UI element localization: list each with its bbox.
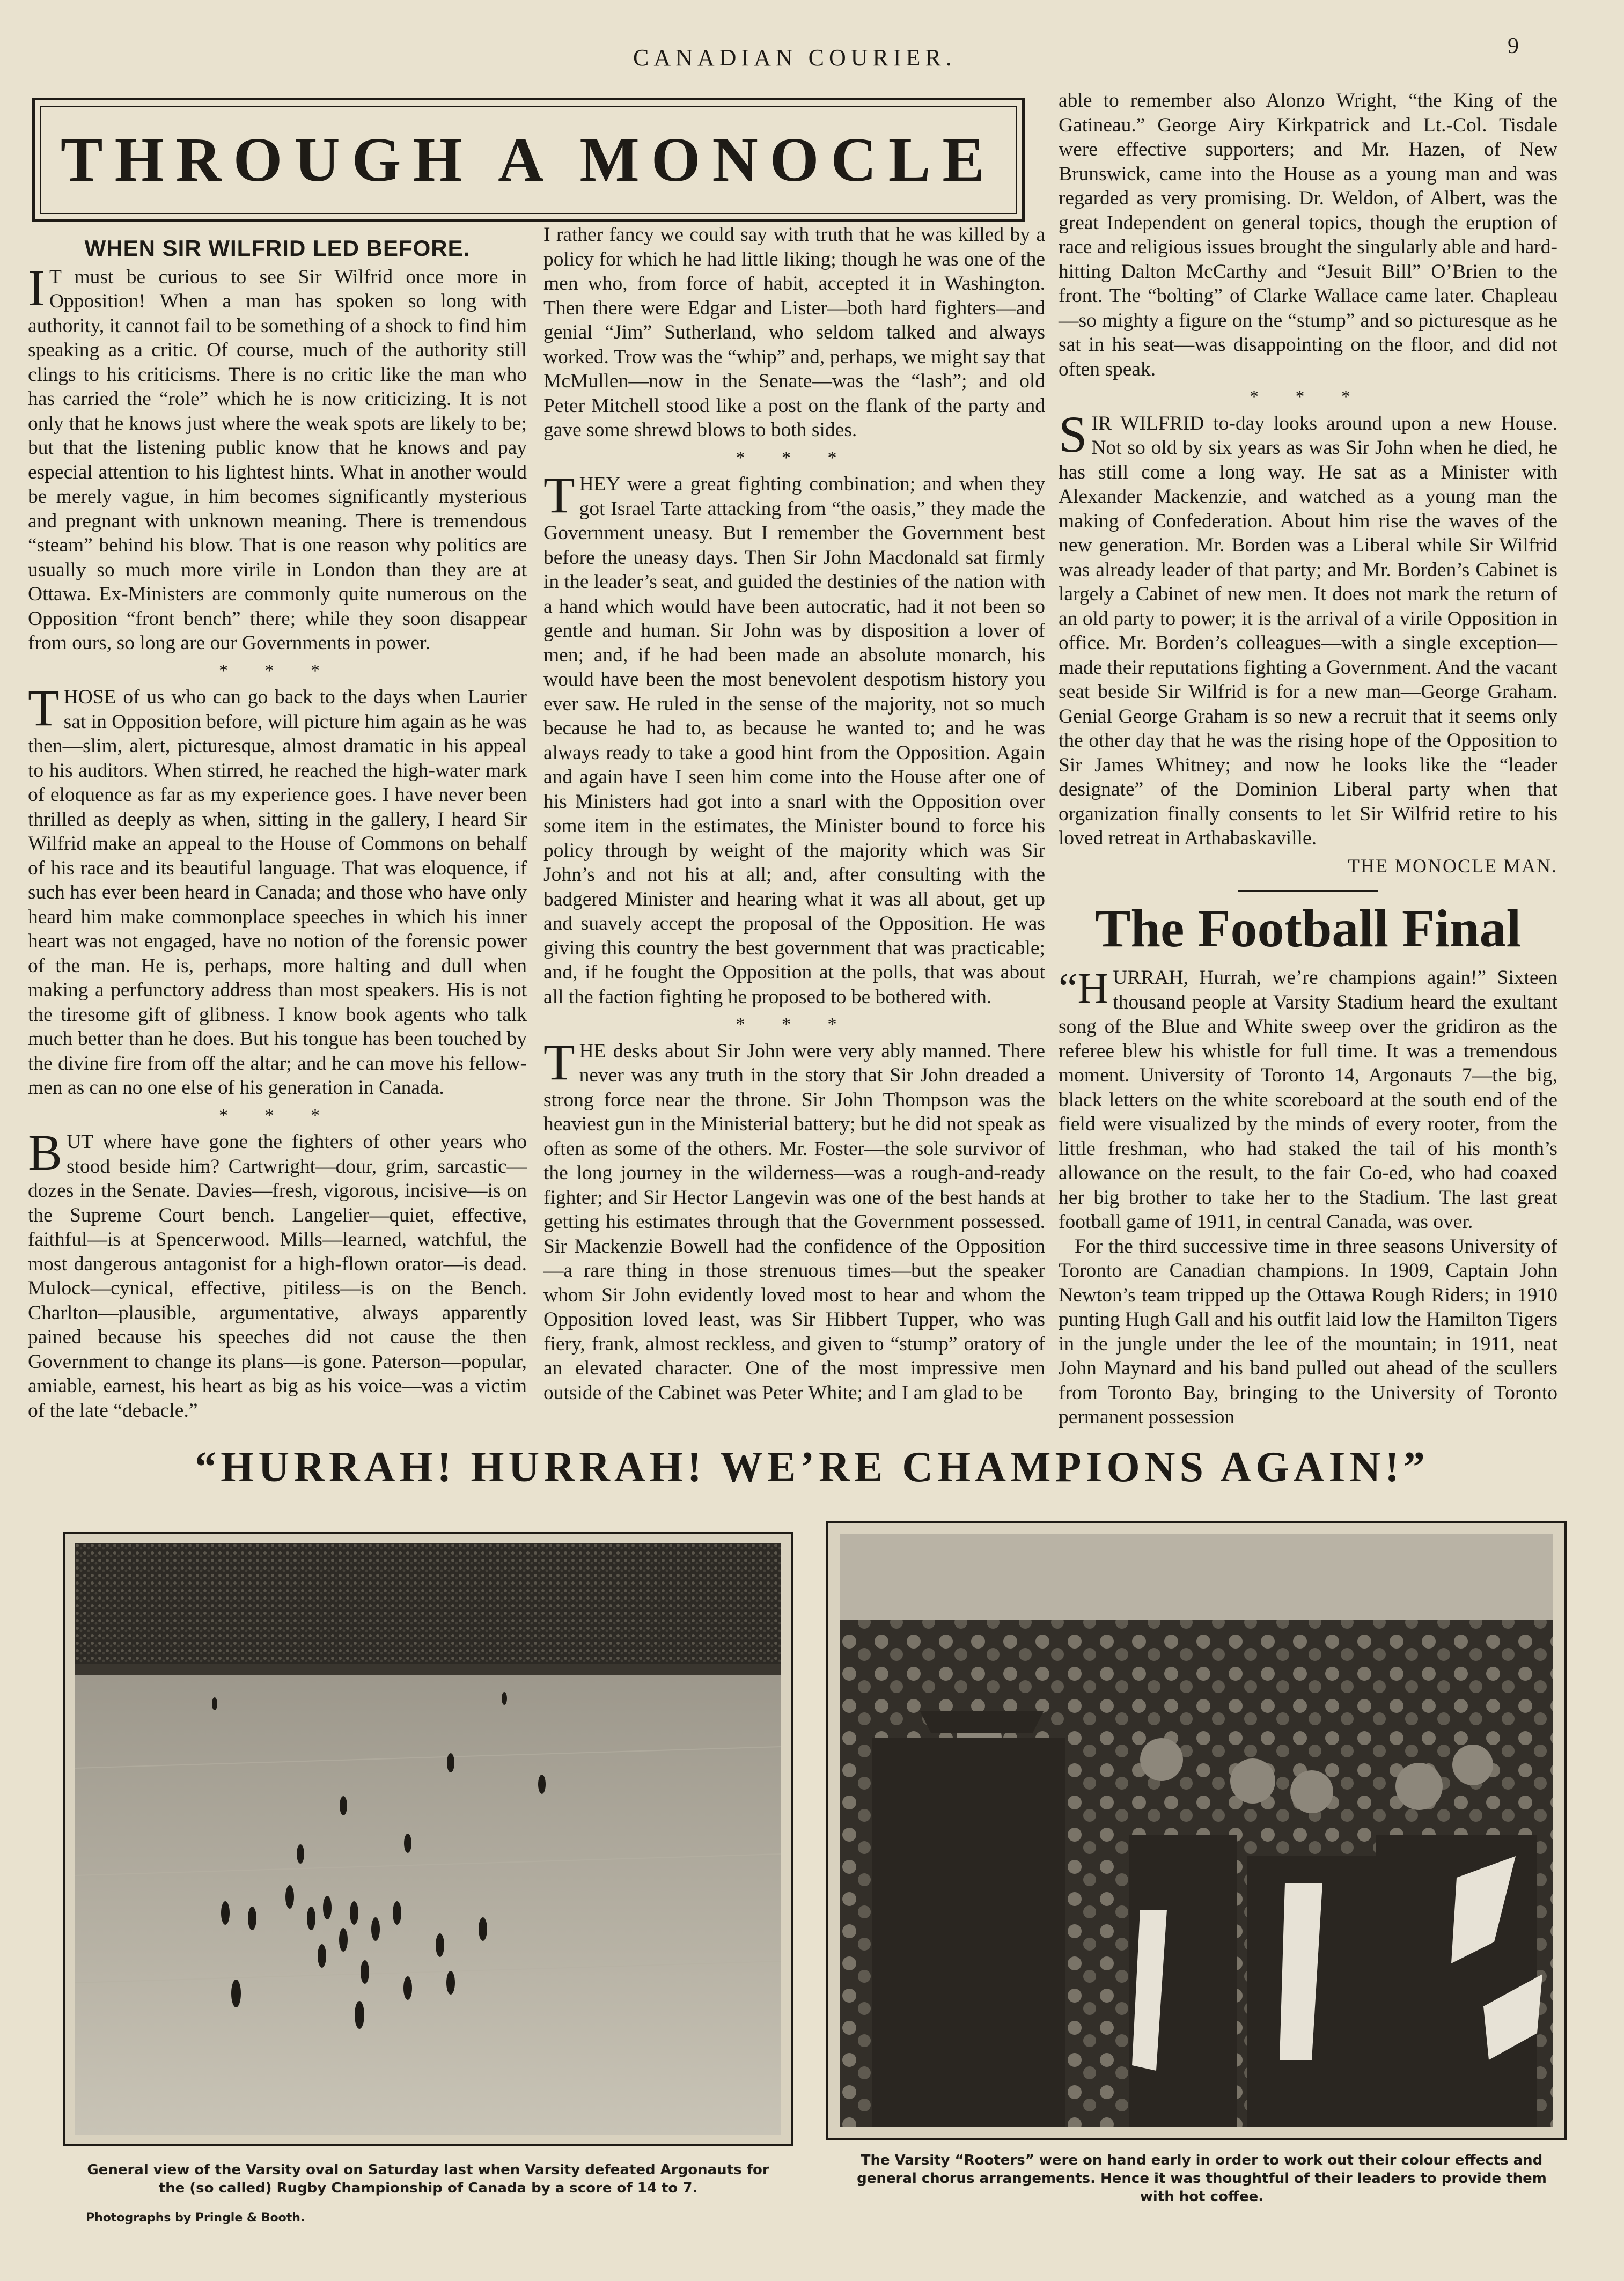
paragraph: I rather fancy we could say with truth that he was killed by a policy for which he had little liking; though he was one of the men who, from force of habit, accepted it in Washington. Then there were Edgar and Lister—both hard fighters—and genial “Jim” Sutherland, who seldom talked and always worked. Trow was the “whip” and, perhaps, we might say that McMullen—now in the Senate—was the “lash”; and old Peter Mitchell stood like a post on the flank of the party and gave some shrewd blows to both sides. bbox=[543, 224, 1045, 441]
drop-cap: T bbox=[28, 679, 60, 737]
paragraph: For the third successive time in three seasons University of Toronto are Canadian champions. In 1909, Captain John Newton’s team tripped up the Ottawa Rough Riders; in 1910 punting Hugh Gall and his outfit laid low the Hamilton Tigers in the jungle under the lee of the mountain; in 1911, neat John Maynard and his band pulled out ahead of the scullers from Toronto Bay, bringing to the University of Toronto permanent possession bbox=[1059, 1235, 1557, 1428]
subhead: WHEN SIR WILFRID LED BEFORE. bbox=[84, 236, 471, 261]
rooters-photo bbox=[840, 1534, 1553, 2127]
article-title: THROUGH A MONOCLE bbox=[40, 106, 1017, 214]
paragraph-text: HEY were a great fighting combination; and when they got Israel Tarte attacking from “the oasis,” they made the Government uneasy. But I remember the Government best before the uneasy days. Then Sir John Macdonald sat firmly in the leader’s seat, and guided the destinies of the nation with a hand which would have been autocratic, had it not been so gentle and human. Sir John was by disposition a lover of men; and, if he had been made an absolute monarch, his would have been the most benevolent despotism history you ever saw. He ruled in the sense of the majority, not so much because he had to, as because he wanted to; and he was always ready to take a good hint from the Opposition. Again and again have I seen him come into the House after one of his Ministers had got into a snarl with the Opposition over some item in the estimates, the Minister bound to force his policy through by weight of the majority which was Sir John’s and not his at all; and, after consulting with the badgered Minister and hearing what it was all about, get up and suavely accept the proposal of the Opposition. He was giving this country the best government that was practicable; and, if he fought the Opposition at the polls, that was about all the faction fighting he proposed to be bothered with. bbox=[543, 473, 1045, 1008]
column-3 bbox=[1059, 89, 1557, 1430]
column-1 bbox=[28, 236, 527, 1423]
football-field-photo bbox=[75, 1543, 781, 2135]
paragraph bbox=[1059, 405, 1557, 851]
section-separator: * * * bbox=[219, 1105, 336, 1125]
drop-cap: T bbox=[543, 466, 575, 524]
paragraph-text: HOSE of us who can go back to the days when Laurier sat in Opposition before, will picture him again as he was then—slim, alert, picturesque, almost dramatic in his appeal to his auditors. When stirred, he reached the high-water mark of eloquence as far as my experience goes. I have never been thrilled as deeply as when, sitting in the gallery, I heard Sir Wilfrid make an appeal to the House of Commons on behalf of his race and its beautiful language. That was eloquence, if such has ever been heard in Canada; and those who have only heard him make commonplace speeches in which his inner heart was not engaged, have no notion of the forensic power of the man. He is, perhaps, more halting and dull when making a perfunctory address than most speakers. His is not the tiresome gift of glibness. I know book agents who talk much better than he does. But his tongue has been touched by the divine fire from off the altar; and he can move his fellow-men as can no one else of his generation in Canada. bbox=[28, 686, 527, 1099]
running-head: CANADIAN COURIER. bbox=[633, 45, 957, 71]
paragraph bbox=[1059, 966, 1557, 1234]
photo-credit: Photographs by Pringle & Booth. bbox=[86, 2211, 305, 2225]
paragraph bbox=[28, 259, 527, 656]
paragraph-text: HE desks about Sir John were very ably manned. There never was any truth in the story that Sir John dreaded a strong force near the throne. Sir John Thompson was the heaviest gun in the Ministerial battery; but he did not speak as often as some of the others. Mr. Foster—the sole survivor of the long journey in the wilderness—was a rough-and-ready fighter; and Sir Hector Langevin was one of the best hands at getting his estimates through that the Government possessed. Sir Mackenzie Bowell had the confidence of the Opposition—a rare thing in those strenuous times—but the speaker whom Sir John evidently loved most to hear and whom the Opposition loved least, was Sir Hibbert Tupper, who was fiery, frank, almost reckless, and given to “stump” oratory of an elevated character. One of the most impressive men outside of the Cabinet was Peter White; and I am glad to be bbox=[543, 1040, 1045, 1404]
paragraph-text: IR WILFRID to-day looks around upon a new House. Not so old by six years as was Sir John when he died, he has still come a long way. He sat as a Minister with Alexander Mackenzie, and watched as a young man the making of Confederation. About him rise the waves of the new generation. Mr. Borden was a Liberal while Sir Wilfrid was already leader of that party; and Mr. Borden’s Cabinet is largely a Cabinet of new men. It does not mark the return of an old party to power; it is the arrival of a virile Opposition in office. Mr. Borden’s colleagues—with a single exception—made their reputations fighting a Government. And the vacant seat beside Sir Wilfrid is for a new man—George Graham. Genial George Graham is so new a recruit that it seems only the other day that he was the rising hope of the Opposition to Sir James Whitney; and now he looks like the “leader designate” of the Dominion Liberal party when that organization finally consents to let Sir Wilfrid retire to his loved retreat in Arthabaskaville. bbox=[1059, 412, 1557, 849]
right-photo-caption: The Varsity “Rooters” were on hand early in order to work out their colour effects and general chorus arrangements. Hence it was thoughtful of their leaders to provide them with hot coffee. bbox=[857, 2152, 1547, 2205]
byline: THE MONOCLE MAN. bbox=[1348, 855, 1557, 877]
drop-cap: “H bbox=[1059, 965, 1109, 1012]
paragraph bbox=[28, 1124, 527, 1423]
title-box bbox=[32, 98, 1025, 222]
page-number: 9 bbox=[1508, 34, 1519, 58]
column-2 bbox=[543, 223, 1045, 1405]
section-separator: * * * bbox=[736, 1014, 853, 1034]
divider-rule bbox=[1238, 890, 1378, 892]
drop-cap: S bbox=[1059, 405, 1087, 463]
paragraph bbox=[543, 466, 1045, 1009]
paragraph bbox=[543, 1033, 1045, 1406]
paragraph-text: T must be curious to see Sir Wilfrid once more in Opposition! When a man has spoken so long with authority, it cannot fail to be something of a shock to find him speaking as a critic. Of course, much of the authority still clings to his criticisms. There is no critic like the man who has carried the “role” which he is now criticizing. It is not only that he knows just where the weak spots are likely to be; but that the listening public know that he knows and pay especial attention to his lightest hints. What in another would be merely vague, in him becomes significantly mysterious and pregnant with unknown meaning. There is tremendous “steam” behind his blow. That is one reason why politics are usually so much more virile in London than they are at Ottawa. Ex-Ministers are commonly quite numerous on the Opposition “front bench” there; while they soon disappear from ours, so long are our Governments in power. bbox=[28, 266, 527, 654]
football-title: The Football Final bbox=[1094, 899, 1522, 958]
section-separator: * * * bbox=[219, 660, 336, 681]
paragraph: able to remember also Alonzo Wright, “the King of the Gatineau.” George Airy Kirkpatrick and Lt.-Col. Tisdale were effective supporters; and Mr. Hazen, of New Brunswick, came into the House as a young man and was regarded as very promising. Dr. Weldon, of Albert, was the great Independent on general topics, though the eruption of race and religious issues brought the singularly able and hard-hitting Dalton McCarthy and “Jesuit Bill” O’Brien to the front. The “bolting” of Clarke Wallace came later. Chapleau—so mighty a figure on the “stump” and so picturesque as he sat in his seat—was disappointing on the floor, and did not often speak. bbox=[1059, 90, 1557, 380]
left-photo-caption: General view of the Varsity oval on Saturday last when Varsity defeated Argonauts for the (so called) Rugby Championship of Canada by a score of 14 to 7. bbox=[87, 2162, 769, 2196]
paragraph-text: UT where have gone the fighters of other years who stood beside him? Cartwright—dour, grim, sarcastic—dozes in the Senate. Davies—fresh, vigorous, incisive—is on the Supreme Court bench. Langelier—quiet, effective, faithful—is at Spencerwood. Mills—learned, watchful, the most dangerous antagonist for a high-flown orator—is dead. Mulock—cynical, effective, pitiless—is on the Bench. Charlton—plausible, argumentative, always apparently pained because his speeches did not cause the then Government to change its plans—is gone. Paterson—popular, amiable, earnest, his heart as big as his voice—was a victim of the late “debacle.” bbox=[28, 1131, 527, 1422]
paragraph bbox=[28, 679, 527, 1100]
drop-cap: I bbox=[28, 259, 45, 317]
drop-cap: B bbox=[28, 1124, 63, 1181]
section-separator: * * * bbox=[1250, 387, 1366, 407]
paragraph-text: URRAH, Hurrah, we’re champions again!” Sixteen thousand people at Varsity Stadium heard the exultant song of the Blue and White sweep over the gridiron as the referee blew his whistle for full time. It was a tremendous moment. University of Toronto 14, Argonauts 7—the big, black letters on the white scoreboard at the south end of the field were visualized by the minds of every rooter, from the little freshman, who had staked the tail of his month’s allowance on the result, to the fair Co-ed, who had coaxed her big brother to take her to the Stadium. The last great football game of 1911, in central Canada, was over. bbox=[1059, 967, 1557, 1233]
photo-banner: “HURRAH! HURRAH! WE’RE CHAMPIONS AGAIN!” bbox=[195, 1444, 1429, 1491]
drop-cap: T bbox=[543, 1033, 575, 1091]
section-separator: * * * bbox=[736, 447, 853, 468]
